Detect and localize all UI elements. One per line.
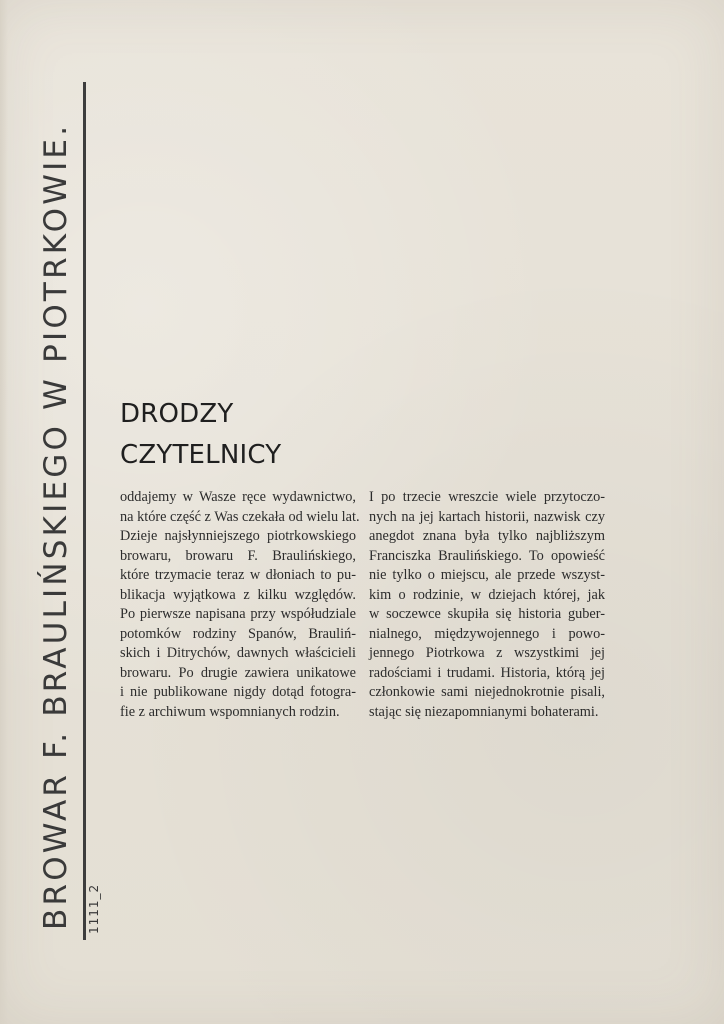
text-line: i nie publikowane nigdy dotąd fotogra- (120, 684, 356, 700)
text-line: browaru. Po drugie zawiera unikatowe (120, 664, 356, 681)
text-line: radościami i trudami. Historia, którą jej (369, 664, 605, 681)
text-line: blikacja wyjątkowa z kilku względów. (120, 586, 356, 603)
text-line: I po trzecie wreszcie wiele przytoczo- (369, 489, 605, 505)
text-line: browaru, browaru F. Braulińskiego, (120, 547, 356, 564)
heading-line-2: CZYTELNICY (120, 440, 282, 470)
page-edge-shadow (0, 0, 8, 1024)
spine-title: BROWAR F. BRAULIŃSKIEGO W PIOTRKOWIE. (38, 122, 74, 930)
text-line: anegdot znana była tylko najbliższym (369, 528, 605, 544)
text-line: oddajemy w Wasze ręce wydawnictwo, (120, 489, 356, 505)
text-line: stając się niezapomnianymi bohaterami. (369, 703, 599, 720)
text-line: w soczewce skupiła się historia guber- (369, 606, 605, 622)
text-line: Dzieje najsłynniejszego piotrkowskiego (120, 528, 356, 544)
text-line: fie z archiwum wspomnianych rodzin. (120, 703, 340, 720)
text-line: nie tylko o miejscu, ale przede wszyst- (369, 567, 605, 583)
text-line: Po pierwsze napisana przy współudziale (120, 606, 356, 622)
folio-number: 1111_2 (87, 883, 101, 934)
text-line: które trzymacie teraz w dłoniach to pu- (120, 567, 356, 583)
left-text-column (120, 488, 360, 722)
text-line: na które część z Was czekała od wielu lat. (120, 508, 360, 525)
spine-vertical-rule (83, 82, 86, 940)
right-text-column (369, 488, 605, 722)
page-heading (120, 394, 380, 476)
text-line: nych na jej kartach historii, nazwisk czy (369, 508, 605, 525)
text-line: członkowie sami niejednokrotnie pisali, (369, 684, 605, 700)
text-line: nialnego, międzywojennego i powo- (369, 625, 605, 642)
heading-line-1: DRODZY (120, 399, 234, 429)
text-line: jennego Piotrkowa z wszystkimi jej (369, 645, 605, 661)
text-line: kim o rodzinie, w dziejach której, jak (369, 586, 605, 603)
text-line: Franciszka Braulińskiego. To opowieść (369, 547, 605, 564)
text-line: skich i Ditrychów, dawnych właścicieli (120, 645, 356, 661)
text-line: potomków rodziny Spanów, Brauliń- (120, 625, 356, 642)
spine-title-block (36, 82, 76, 930)
